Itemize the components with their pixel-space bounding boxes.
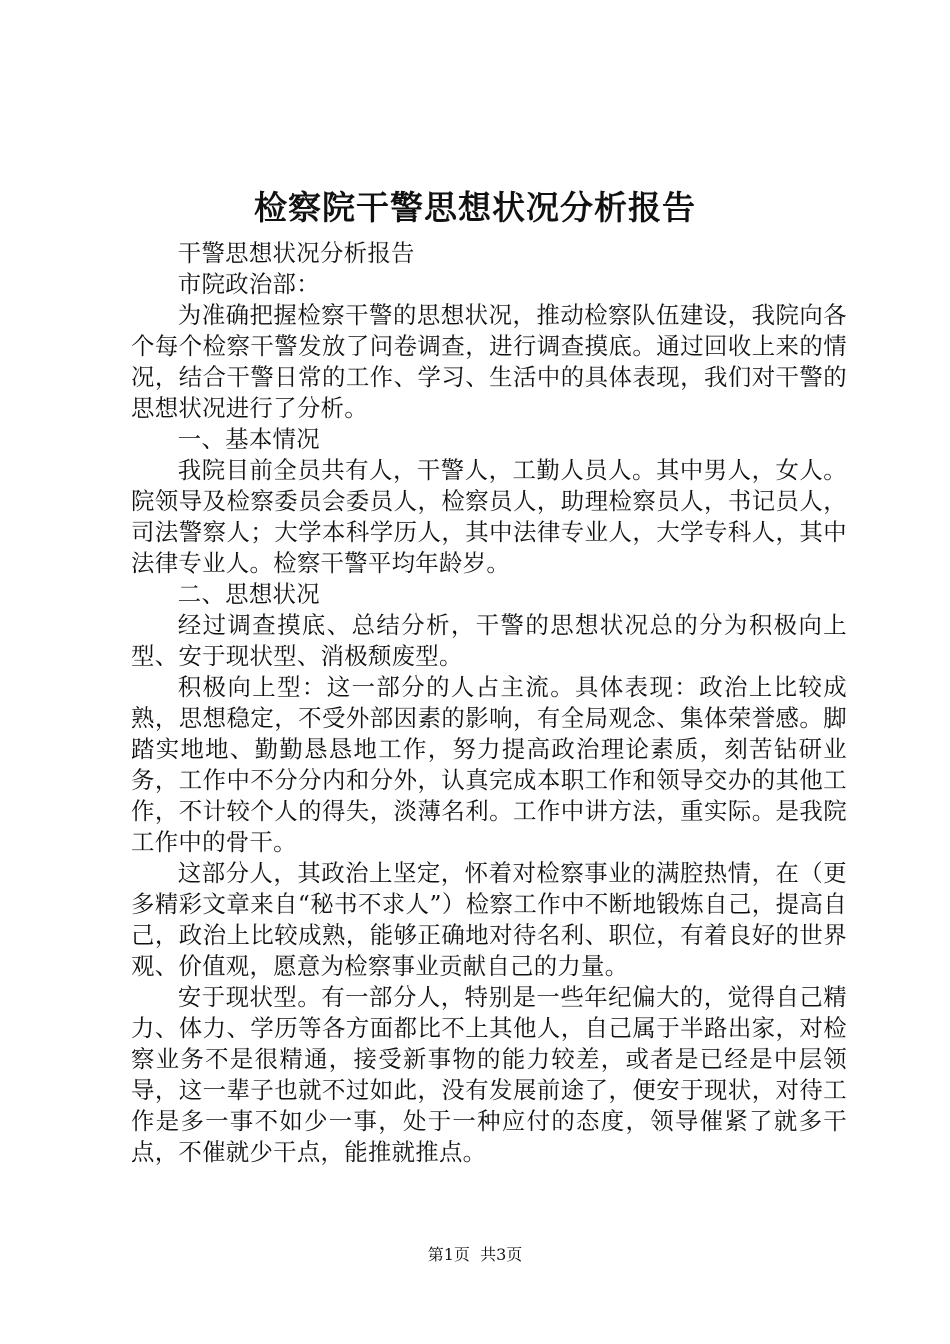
subtitle-paragraph: 干警思想状况分析报告 bbox=[177, 239, 415, 267]
page-number: 第1页 bbox=[427, 1245, 470, 1264]
positive-detail-paragraph: 这部分人，其政治上坚定，怀着对检察事业的满腔热情，在（更多精彩文章来自“秘书不求人”）检察工作中不断地锻炼自己，提高自己，政治上比较成熟，能够正确地对待名利、职位，有着良好的世界观、价值观，愿意为检察事业贡献自己的力量。 bbox=[131, 859, 847, 980]
complacent-type-paragraph: 安于现状型。有一部分人，特别是一些年纪偏大的，觉得自己精力、体力、学历等各方面都比不上其他人，自己属于半路出家，对检察业务不是很精通，接受新事物的能力较差，或者是已经是中层领导，这一辈子也就不过如此，没有发展前途了，便安于现状，对待工作是多一事不如少一事，处于一种应付的态度，领导催紧了就多干点，不催就少干点，能推就推点。 bbox=[131, 983, 847, 1166]
positive-type-paragraph: 积极向上型：这一部分的人占主流。具体表现：政治上比较成熟，思想稳定，不受外部因素的影响，有全局观念、集体荣誉感。脚踏实地地、勤勤恳恳地工作，努力提高政治理论素质，刻苦钻研业务，工作中不分分内和分外，认真完成本职工作和领导交办的其他工作，不计较个人的得失，淡薄名利。工作中讲方法，重实际。是我院工作中的骨干。 bbox=[131, 673, 847, 856]
basic-info-paragraph: 我院目前全员共有人，干警人，工勤人员人。其中男人，女人。院领导及检察委员会委员人，检察员人，助理检察员人，书记员人，司法警察人；大学本科学历人，其中法律专业人，大学专科人，其中法律专业人。检察干警平均年龄岁。 bbox=[131, 456, 847, 577]
document-body bbox=[131, 238, 847, 1168]
document-title: 检察院干警思想状况分析报告 bbox=[254, 188, 696, 227]
section-heading-basic: 一、基本情况 bbox=[177, 425, 320, 453]
addressee-paragraph: 市院政治部： bbox=[177, 270, 320, 298]
summary-paragraph: 经过调查摸底、总结分析，干警的思想状况总的分为积极向上型、安于现状型、消极颓废型。 bbox=[131, 611, 847, 670]
intro-paragraph: 为准确把握检察干警的思想状况，推动检察队伍建设，我院向各个每个检察干警发放了问卷调查，进行调查摸底。通过回收上来的情况，结合干警日常的工作、学习、生活中的具体表现，我们对干警的思想状况进行了分析。 bbox=[131, 301, 847, 422]
page-total: 共3页 bbox=[480, 1245, 523, 1264]
page-footer bbox=[0, 1244, 950, 1266]
section-heading-thinking: 二、思想状况 bbox=[177, 580, 320, 608]
